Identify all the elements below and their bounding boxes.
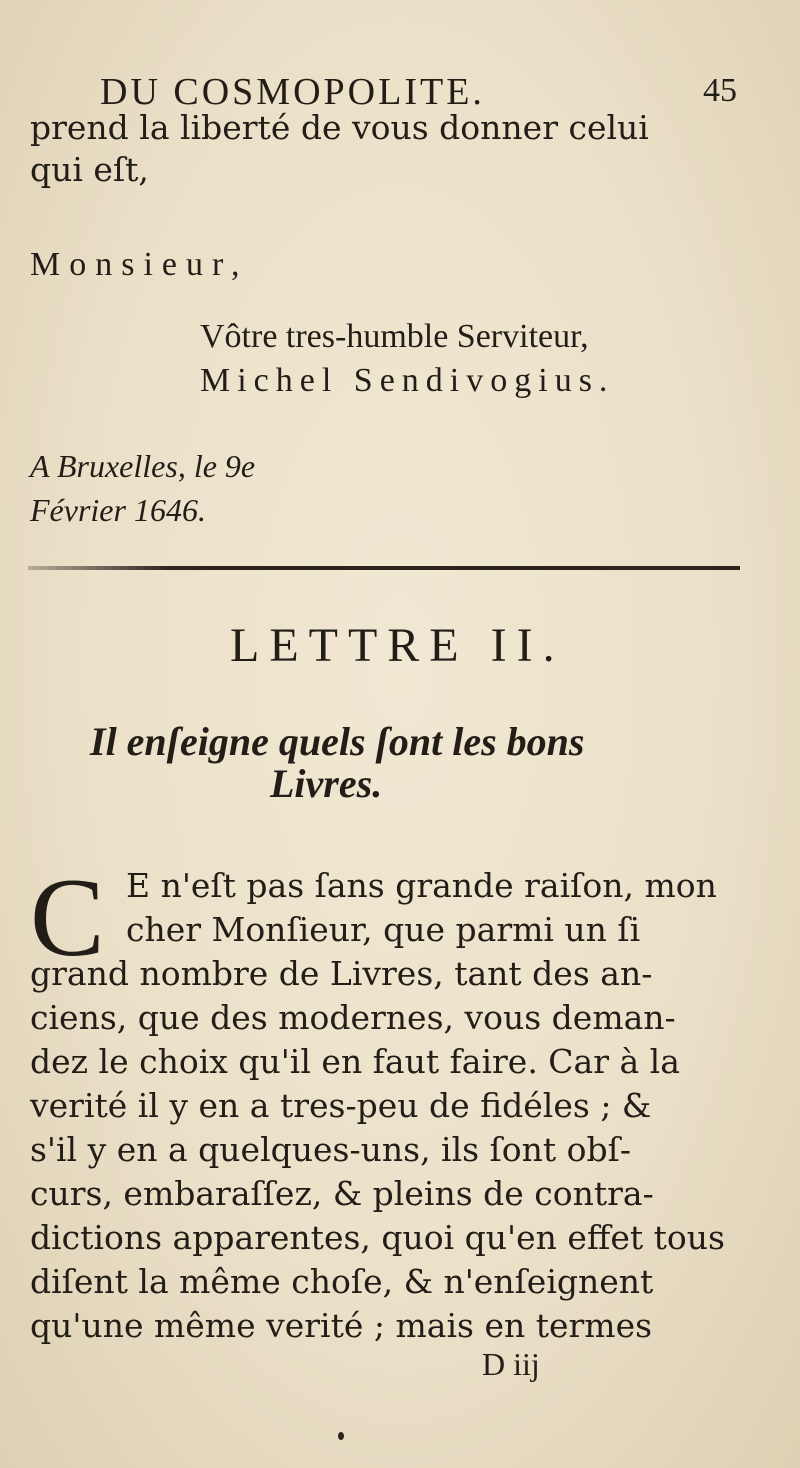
body-line: cher Monſieur, que parmi un ſi: [126, 910, 641, 949]
dateline-date: Février 1646.: [30, 492, 206, 528]
ink-dot: [338, 1432, 344, 1440]
signature-name: Michel Sendivogius.: [200, 362, 615, 399]
signature-mark: D iij: [482, 1346, 540, 1382]
body-line: verité il y en a tres-peu de fidéles ; &: [30, 1086, 652, 1125]
running-head-title: DU COSMOPOLITE.: [100, 71, 485, 113]
salutation: Monsieur,: [30, 246, 249, 283]
signature-closing: Vôtre tres-humble Serviteur,: [200, 318, 589, 355]
letter-heading: LETTRE II.: [230, 619, 565, 672]
summary-line: Livres.: [270, 761, 383, 806]
body-line: diſent la même choſe, & n'enſeignent: [30, 1262, 654, 1301]
section-divider: [28, 566, 740, 570]
body-line: E n'eſt pas ſans grande raiſon, mon: [126, 866, 717, 905]
body-line: qu'une même verité ; mais en termes: [30, 1306, 653, 1345]
dateline-place: A Bruxelles, le 9e: [30, 448, 256, 484]
body-line: ciens, que des modernes, vous deman-: [30, 998, 676, 1037]
body-line: curs, embaraſſez, & pleins de contra-: [30, 1174, 654, 1213]
page-number: 45: [703, 72, 737, 109]
carry-over-line: prend la liberté de vous donner celui: [30, 108, 649, 147]
body-line: s'il y en a quelques-uns, ils ſont obſ-: [30, 1130, 632, 1169]
drop-cap: C: [30, 856, 105, 980]
body-line: dez le choix qu'il en faut faire. Car à la: [30, 1042, 680, 1081]
summary-line: Il enſeigne quels ſont les bons: [90, 719, 585, 764]
body-line: grand nombre de Livres, tant des an-: [30, 954, 653, 993]
carry-over-line: qui eſt,: [30, 150, 149, 189]
body-line: dictions apparentes, quoi qu'en effet tous: [30, 1218, 725, 1257]
